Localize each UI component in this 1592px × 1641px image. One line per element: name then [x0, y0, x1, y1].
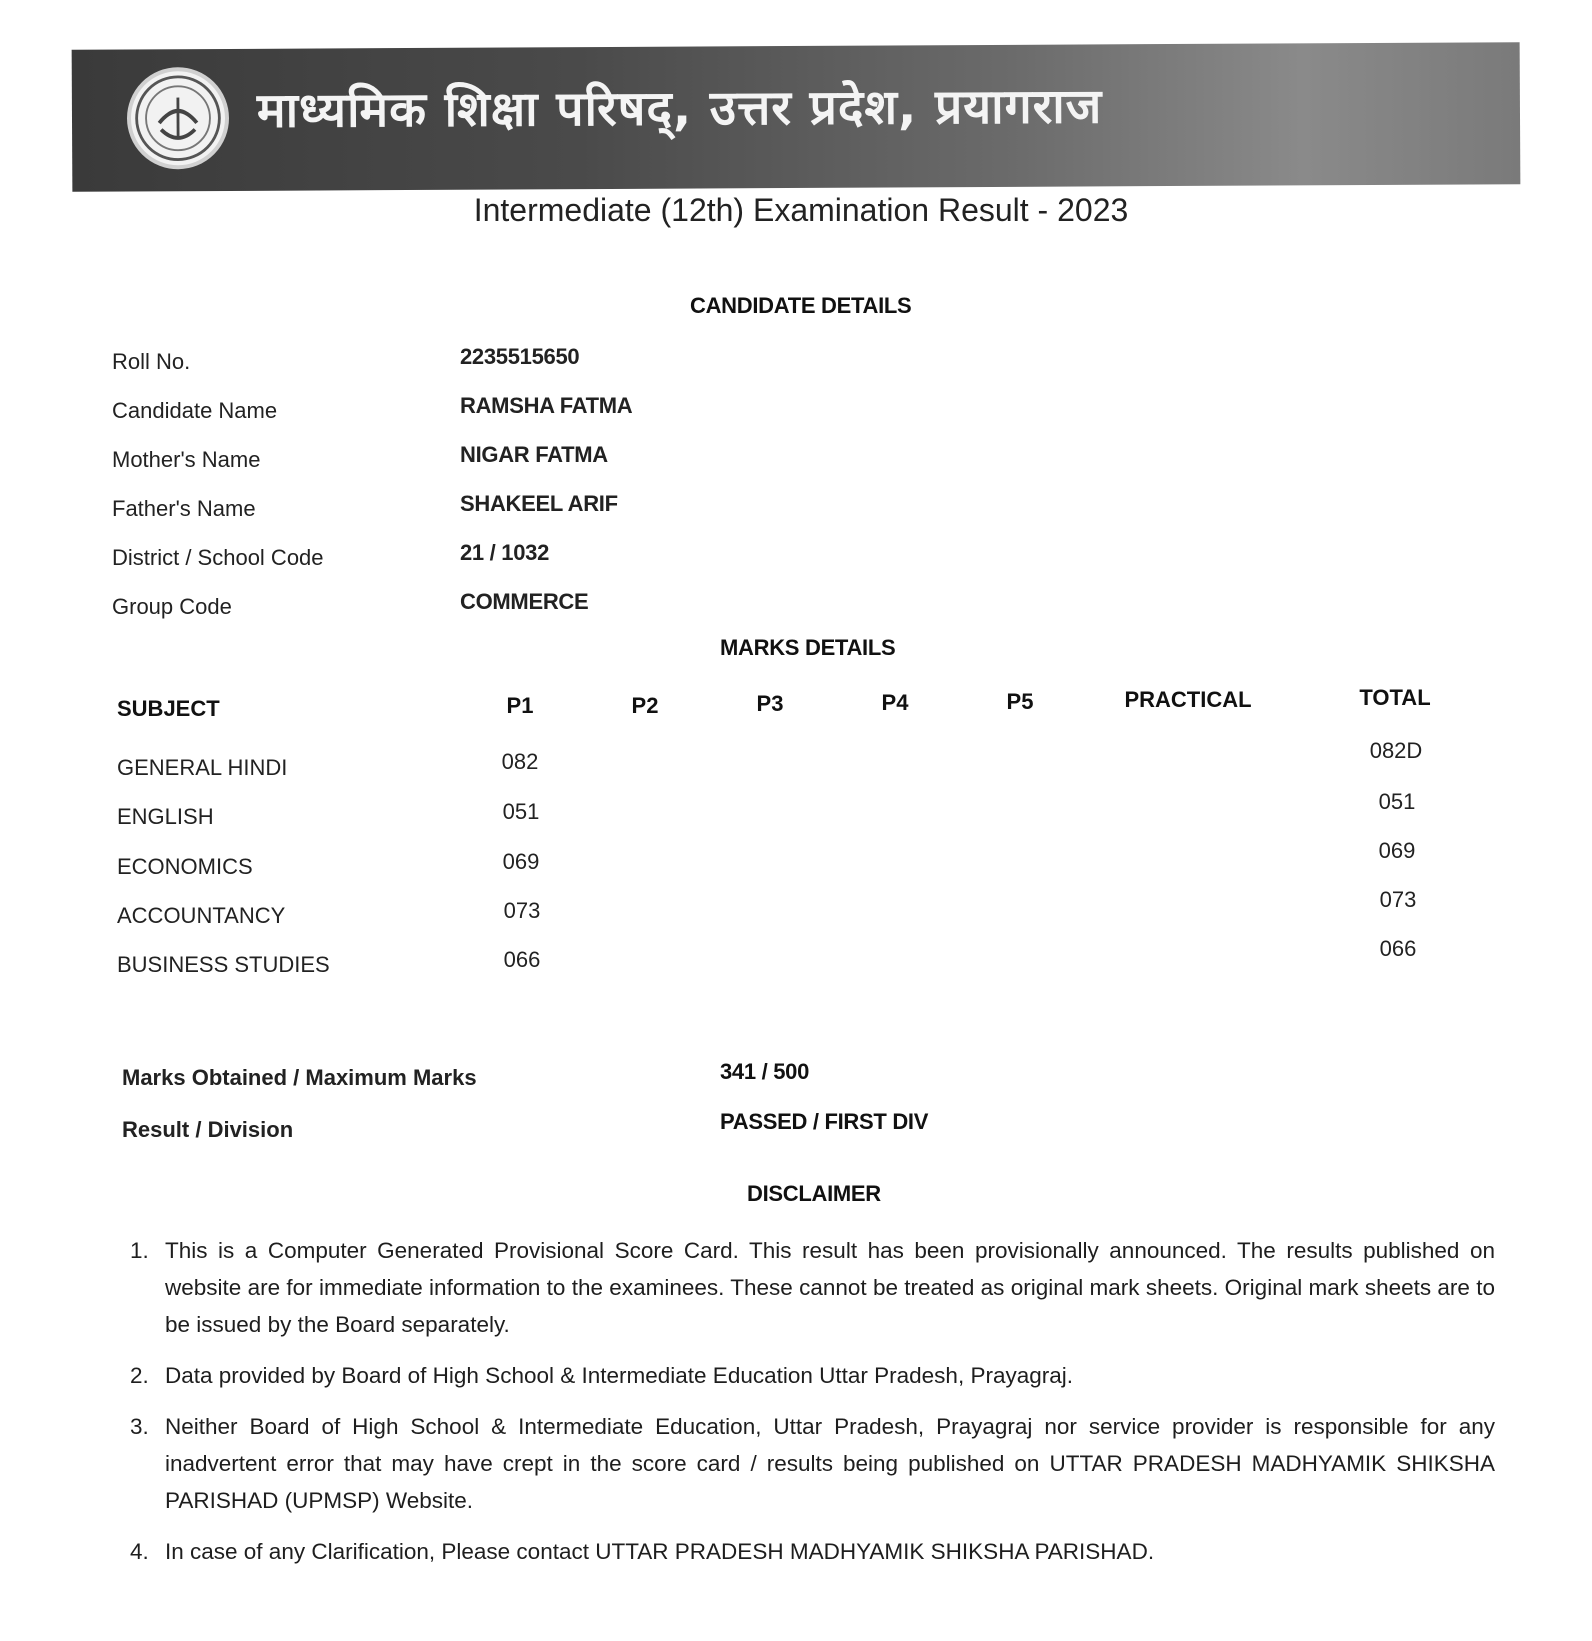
- total-english: 051: [1378, 789, 1416, 814]
- disclaimer-item-text: Neither Board of High School & Intermediate Education, Uttar Pradesh, Prayagraj nor service provider is responsible for any inadvertent error that may have crept in the score card / results being published on UTTAR PRADESH MADHYAMIK SHIKSHA PARISHAD (UPMSP) Website.: [165, 1414, 1495, 1513]
- subject-english: ENGLISH: [117, 804, 214, 829]
- fathers-name-label: Father's Name: [112, 496, 256, 521]
- fathers-name-value: SHAKEEL ARIF: [460, 491, 618, 516]
- district-school-code-value: 21 / 1032: [460, 540, 550, 565]
- p1-business-studies: 066: [503, 947, 541, 972]
- disclaimer-item: [130, 1533, 1495, 1570]
- disclaimer-item-text: This is a Computer Generated Provisional Score Card. This result has been provisionally announced. The results published on website are for immediate information to the examinees. These cannot be treated as original mark sheets. Original mark sheets are to be issued by the Board separately.: [165, 1238, 1495, 1337]
- disclaimer-item: [130, 1408, 1495, 1519]
- disclaimer-heading: DISCLAIMER: [747, 1181, 881, 1206]
- disclaimer-item-text: Data provided by Board of High School & Intermediate Education Uttar Pradesh, Prayagraj.: [165, 1363, 1073, 1388]
- total-general-hindi: 082D: [1369, 738, 1423, 763]
- p1-english: 051: [502, 799, 540, 824]
- column-header-p3: P3: [756, 691, 784, 716]
- column-header-p5: P5: [1006, 689, 1034, 714]
- disclaimer-item-number: 2.: [130, 1363, 149, 1388]
- district-school-code-label: District / School Code: [112, 545, 324, 570]
- p1-accountancy: 073: [503, 898, 541, 923]
- p1-general-hindi: 082: [501, 749, 539, 774]
- group-code-value: COMMERCE: [460, 589, 589, 614]
- result-division-label: Result / Division: [122, 1117, 294, 1142]
- result-division-value: PASSED / FIRST DIV: [720, 1109, 929, 1134]
- p1-economics: 069: [502, 849, 540, 874]
- disclaimer-item-number: 3.: [130, 1414, 149, 1439]
- disclaimer-item: [130, 1357, 1495, 1394]
- total-economics: 069: [1378, 838, 1416, 863]
- marks-details-heading: MARKS DETAILS: [720, 635, 896, 660]
- candidate-details-heading: CANDIDATE DETAILS: [690, 293, 912, 318]
- subject-economics: ECONOMICS: [117, 854, 253, 879]
- disclaimer-item-number: 1.: [130, 1238, 149, 1263]
- subject-accountancy: ACCOUNTANCY: [117, 903, 286, 928]
- column-header-p1: P1: [506, 693, 534, 718]
- total-accountancy: 073: [1379, 887, 1417, 912]
- subject-business-studies: BUSINESS STUDIES: [117, 952, 330, 977]
- exam-title: Intermediate (12th) Examination Result - 2023: [473, 192, 1129, 228]
- group-code-label: Group Code: [112, 594, 232, 619]
- column-header-p2: P2: [631, 693, 659, 718]
- marks-obtained-value: 341 / 500: [720, 1059, 810, 1084]
- column-header-subject: SUBJECT: [117, 696, 220, 721]
- roll-no-label: Roll No.: [112, 349, 191, 374]
- roll-no-value: 2235515650: [460, 344, 580, 369]
- up-government-emblem-icon: [127, 67, 230, 170]
- mothers-name-value: NIGAR FATMA: [460, 442, 608, 467]
- candidate-name-label: Candidate Name: [112, 398, 278, 423]
- disclaimer-item-number: 4.: [130, 1539, 149, 1564]
- board-name-hindi: माध्यमिक शिक्षा परिषद्, उत्तर प्रदेश, प्रयागराज: [256, 78, 1103, 139]
- column-header-p4: P4: [881, 690, 909, 715]
- marks-obtained-label: Marks Obtained / Maximum Marks: [122, 1065, 477, 1090]
- subject-general-hindi: GENERAL HINDI: [117, 755, 288, 780]
- column-header-total: TOTAL: [1359, 685, 1431, 710]
- total-business-studies: 066: [1379, 936, 1417, 961]
- disclaimer-list: [130, 1232, 1495, 1584]
- candidate-name-value: RAMSHA FATMA: [460, 393, 633, 418]
- disclaimer-item: [130, 1232, 1495, 1343]
- column-header-practical: PRACTICAL: [1124, 687, 1252, 712]
- mothers-name-label: Mother's Name: [112, 447, 261, 472]
- disclaimer-item-text: In case of any Clarification, Please contact UTTAR PRADESH MADHYAMIK SHIKSHA PARISHAD.: [165, 1539, 1155, 1564]
- header-banner: [72, 42, 1521, 192]
